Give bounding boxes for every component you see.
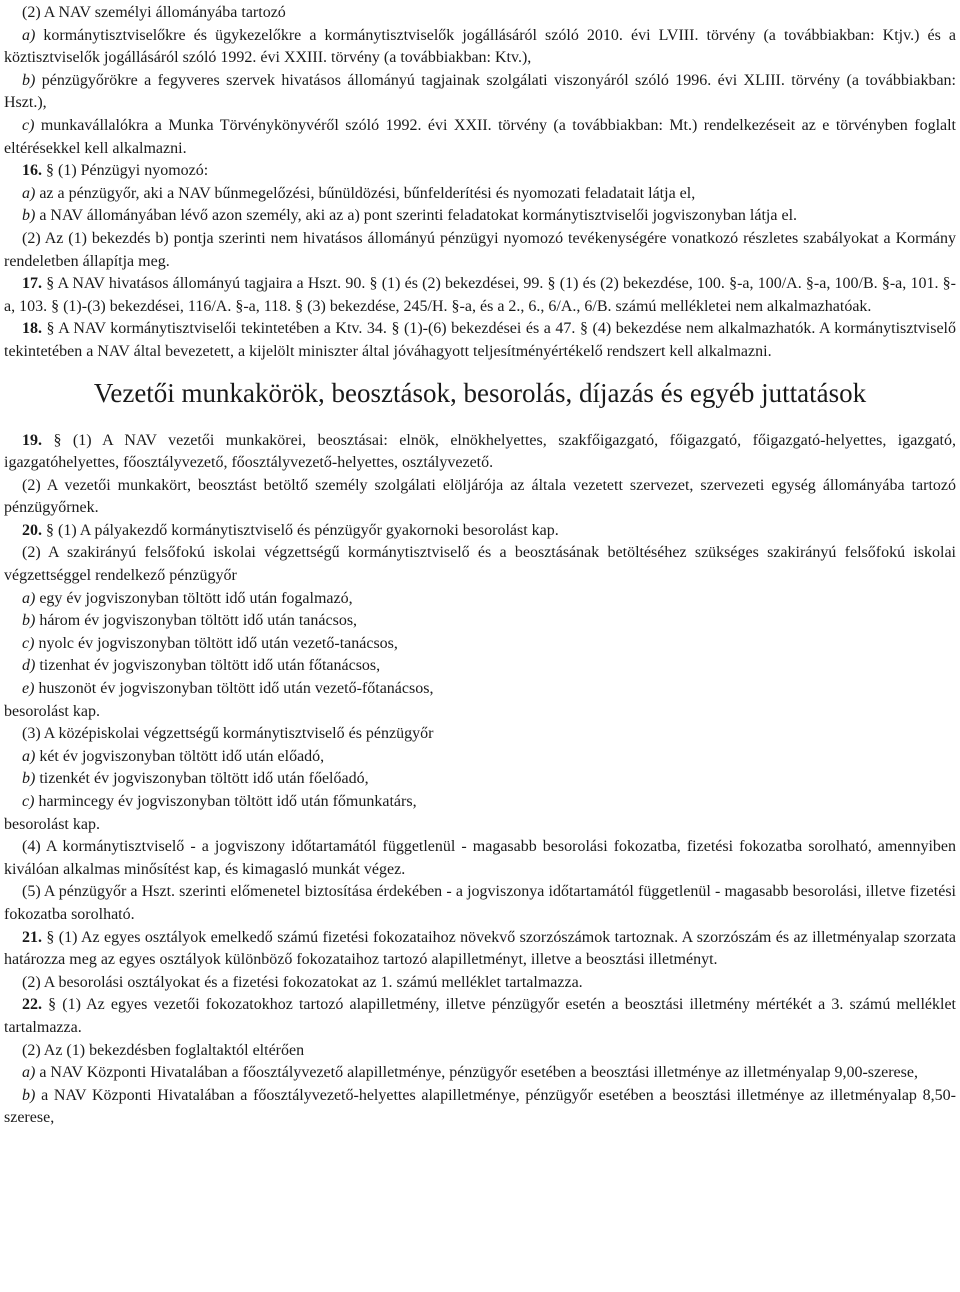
paragraph-text: nyolc év jogviszonyban töltött idő után vezető-tanácsos, <box>34 634 398 652</box>
list-item <box>4 1062 956 1085</box>
section-paragraph <box>4 520 956 543</box>
section-paragraph <box>4 430 956 475</box>
section-paragraph <box>4 994 956 1039</box>
list-letter: e) <box>22 680 35 698</box>
paragraph-text: (2) Az (1) bekezdés b) pontja szerinti nem hivatásos állományú pénzügyi nyomozó tevékenységére vonatkozó részletes szabályokat a Kormány rendeletben állapítja meg. <box>4 229 956 270</box>
list-item <box>4 70 956 115</box>
list-letter: b) <box>22 612 36 630</box>
list-item <box>4 655 956 678</box>
list-item <box>4 791 956 814</box>
paragraph-text: besorolást kap. <box>4 702 100 720</box>
paragraph-text: munkavállalókra a Munka Törvénykönyvéről szóló 1992. évi XXII. törvény (a továbbiakban: Mt.) rendelkezéseit az e törvényben foglalt eltérésekkel kell alkalmazni. <box>4 116 956 157</box>
list-letter: a) <box>22 589 36 607</box>
list-item <box>4 25 956 70</box>
paragraph-text: pénzügyőrökre a fegyveres szervek hivatásos állományú tagjainak szolgálati viszonyáról szóló 1996. évi XLIII. törvény (a továbbiakban: Hszt.), <box>4 71 956 112</box>
section-number: 16. <box>22 162 42 180</box>
list-item <box>4 633 956 656</box>
paragraph-text: egy év jogviszonyban töltött idő után fogalmazó, <box>35 589 353 607</box>
paragraph-text: (2) Az (1) bekezdésben foglaltaktól eltérően <box>22 1041 305 1059</box>
section-paragraph <box>4 160 956 183</box>
paragraph <box>4 2 956 25</box>
list-letter: c) <box>22 116 35 134</box>
section-number: 19. <box>22 431 42 449</box>
list-item <box>4 678 956 701</box>
paragraph-text: a NAV Központi Hivatalában a főosztályvezető-helyettes alapilletménye, pénzügyőr esetében a beosztási illetménye az illetményalap 8,50-szerese, <box>4 1086 956 1127</box>
paragraph-text: § (1) Pénzügyi nyomozó: <box>42 162 209 180</box>
paragraph-text: tizenhat év jogviszonyban töltött idő után főtanácsos, <box>35 657 381 675</box>
paragraph-text: harmincegy év jogviszonyban töltött idő után főmunkatárs, <box>34 793 417 810</box>
list-letter: b) <box>22 71 36 89</box>
section-heading: Vezetői munkakörök, beosztások, besorolás, díjazás és egyéb juttatások <box>93 377 867 408</box>
paragraph-text: (2) A vezetői munkakört, beosztást betöltő személy szolgálati elöljárója az általa vezetett szervezet, szervezeti egység állományába tartozó pénzügyőrnek. <box>4 476 956 517</box>
paragraph <box>4 881 956 926</box>
list-item <box>4 746 956 769</box>
list-item <box>4 183 956 206</box>
paragraph <box>4 972 956 995</box>
paragraph <box>4 1040 956 1063</box>
paragraph <box>4 701 956 724</box>
list-letter: a) <box>22 1064 36 1082</box>
paragraph <box>4 723 956 746</box>
section-number: 18. <box>22 320 42 338</box>
section-number: 20. <box>22 521 42 539</box>
section-paragraph <box>4 273 956 318</box>
paragraph <box>4 814 956 837</box>
paragraph-text: § (1) A NAV vezetői munkakörei, beosztásai: elnök, elnökhelyettes, szakfőigazgató, főigazgató, főigazgató-helyettes, igazgató, igazgatóhelyettes, főosztályvezető, főosztályvezető-helyettes, osztályvezető. <box>4 431 956 472</box>
paragraph-text: § (1) Az egyes osztályok emelkedő számú fizetési fokozataihoz növekvő szorzószámok tartoznak. A szorzószám és az illetményalap szorzata határozza meg az egyes osztályok különböző fokozataihoz tartozó alapilletményt, illetve a beosztási illetményt. <box>4 928 956 969</box>
section-number: 21. <box>22 928 42 946</box>
text-block-top <box>4 2 956 364</box>
list-letter: a) <box>22 184 36 202</box>
paragraph-text: három év jogviszonyban töltött idő után tanácsos, <box>35 612 358 630</box>
list-item <box>4 115 956 160</box>
section-paragraph <box>4 318 956 363</box>
paragraph-text: (2) A besorolási osztályokat és a fizetési fokozatokat az 1. számú melléklet tartalmazza. <box>22 973 583 991</box>
paragraph-text: huszonöt év jogviszonyban töltött idő után vezető-főtanácsos, <box>34 680 434 698</box>
list-letter: a) <box>22 26 36 44</box>
section-number: 22. <box>22 996 42 1014</box>
paragraph <box>4 475 956 520</box>
paragraph-text: (2) A szakirányú felsőfokú iskolai végzettségű kormánytisztviselő és a beosztásának betöltéséhez szükséges szakirányú felsőfokú iskolai végzettséggel rendelkező pénzügyőr <box>4 544 956 585</box>
paragraph-text: (3) A középiskolai végzettségű kormánytisztviselő és pénzügyőr <box>22 725 434 743</box>
paragraph-text: kormánytisztviselőkre és ügykezelőkre a kormánytisztviselők jogállásáról szóló 2010. évi LVIII. törvény (a továbbiakban: Ktjv.) és a köztisztviselők jogállásáról szóló 1992. évi XXIII. törvény (a továbbiakban: Ktv.), <box>4 26 956 67</box>
list-letter: c) <box>22 634 35 652</box>
paragraph-text: (5) A pénzügyőr a Hszt. szerinti előmenetel biztosítása érdekében - a jogviszonya időtartamától függetlenül - magasabb besorolási, illetve fizetési fokozatba sorolható. <box>4 883 956 923</box>
list-item <box>4 588 956 611</box>
paragraph-text: (2) A NAV személyi állományába tartozó <box>22 4 286 21</box>
paragraph-text: tizenkét év jogviszonyban töltött idő után főelőadó, <box>35 770 369 788</box>
paragraph <box>4 836 956 881</box>
list-letter: b) <box>22 770 36 788</box>
paragraph-text: § (1) Az egyes vezetői fokozatokhoz tartozó alapilletmény, illetve pénzügyőr esetén a beosztási illetmény mértékét a 3. számú melléklet tartalmazza. <box>4 996 956 1036</box>
paragraph-text: (4) A kormánytisztviselő - a jogviszony időtartamától függetlenül - magasabb besorolási fokozatba, fizetési fokozatba sorolható, amennyiben kiválóan alkalmas minősítést kap, és kimagasló munkát végez. <box>4 838 956 878</box>
list-item <box>4 610 956 633</box>
list-letter: a) <box>22 747 36 765</box>
list-letter: b) <box>22 1086 36 1104</box>
paragraph-text: besorolást kap. <box>4 815 100 833</box>
section-number: 17. <box>22 275 42 293</box>
paragraph-text: két év jogviszonyban töltött idő után előadó, <box>35 747 325 765</box>
section-paragraph <box>4 927 956 972</box>
paragraph <box>4 228 956 273</box>
paragraph-text: § A NAV kormánytisztviselői tekintetében a Ktv. 34. § (1)-(6) bekezdései és a 47. § (4) bekezdése nem alkalmazhatók. A kormánytisztviselő tekintetében a NAV által bevezetett, a kijelölt miniszter által jóváhagyott teljesítményértékelő rendszert kell alkalmazni. <box>4 320 956 360</box>
list-item <box>4 205 956 228</box>
paragraph-text: § A NAV hivatásos állományú tagjaira a Hszt. 90. § (1) és (2) bekezdései, 99. § (1) és (2) bekezdése, 100. §-a, 100/A. §-a, 100/B. §-a, 101. §-a, 103. § (1)-(3) bekezdései, 116/A. §-a, 118. § (3) bekezdése, 245/H. §-a, és a 2., 6., 6/A., 6/B. számú mellékletei nem alkalmazhatóak. <box>4 275 956 315</box>
list-letter: b) <box>22 207 36 225</box>
paragraph-text: a NAV állományában lévő azon személy, aki az a) pont szerinti feladatokat kormánytisztviselői jogviszonyban látja el. <box>35 207 798 225</box>
text-block-bottom <box>4 430 956 1130</box>
list-letter: d) <box>22 657 36 675</box>
paragraph-text: a NAV Központi Hivatalában a főosztályvezető alapilletménye, pénzügyőr esetében a beosztási illetménye az illetményalap 9,00-szerese, <box>35 1064 918 1082</box>
paragraph-text: az a pénzügyőr, aki a NAV bűnmegelőzési, bűnüldözési, bűnfelderítési és nyomozati feladatait látja el, <box>35 184 696 202</box>
list-item <box>4 1085 956 1130</box>
paragraph <box>4 542 956 587</box>
list-letter: c) <box>22 793 35 810</box>
list-item <box>4 768 956 791</box>
paragraph-text: § (1) A pályakezdő kormánytisztviselő és pénzügyőr gyakornoki besorolást kap. <box>42 521 559 539</box>
